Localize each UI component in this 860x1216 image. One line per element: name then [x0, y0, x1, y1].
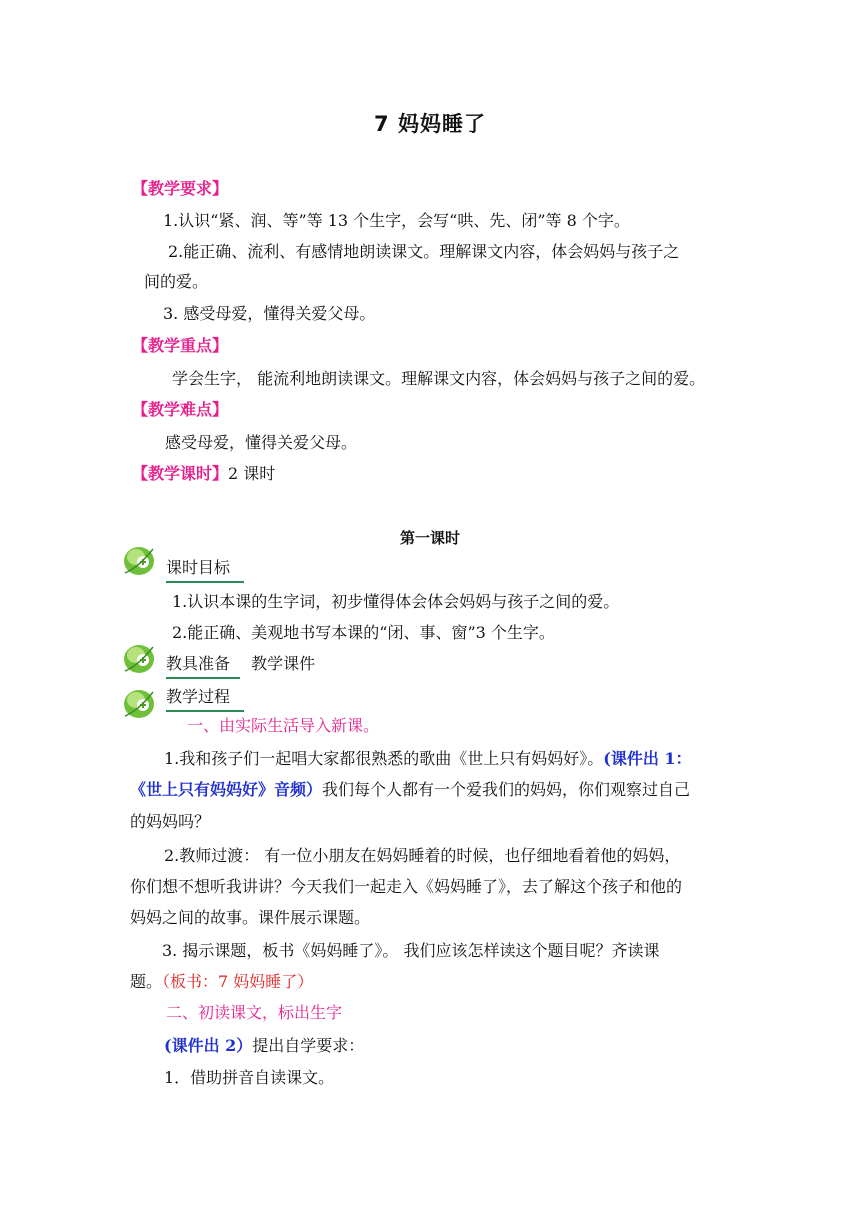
courseware-note: 《世上只有妈妈好》音频） [130, 780, 323, 799]
paragraph-text: 提出自学要求： [252, 1036, 365, 1055]
step2-heading: 二、初读课文，标出生字 [166, 1003, 343, 1022]
paragraph-line: 的妈妈吗？ [130, 812, 211, 831]
hours-heading: 【教学课时】 [132, 464, 229, 483]
leaf-bullet-icon [121, 686, 157, 720]
paragraph-line: 1．借助拼音自读课文。 [164, 1068, 335, 1087]
step1-heading: 一、由实际生活导入新课。 [187, 716, 380, 735]
hours-text: 2 课时 [228, 464, 276, 483]
requirement-item: 间的爱。 [144, 272, 209, 291]
courseware-note: (课件出 2） [164, 1036, 253, 1055]
requirement-item: 2.能正确、流利、有感情地朗读课文。理解课文内容，体会妈妈与孩子之 [168, 242, 680, 261]
paragraph-line: 你们想不想听我讲讲？今天我们一起走入《妈妈睡了》，去了解这个孩子和他的 [130, 877, 683, 896]
paragraph-text: 1.我和孩子们一起唱大家都很熟悉的歌曲《世上只有妈妈好》。 [164, 749, 604, 768]
page-title: 7 妈妈睡了 [374, 112, 486, 136]
focus-heading: 【教学重点】 [132, 336, 229, 355]
paragraph-line: 妈妈之间的故事。课件展示课题。 [130, 908, 371, 927]
board-note: （板书：7 妈妈睡了） [162, 972, 314, 991]
paragraph-text: 题。 [130, 972, 163, 991]
paragraph-text: 我们每个人都有一个爱我们的妈妈，你们观察过自己 [322, 780, 691, 799]
paragraph-line [130, 779, 690, 801]
paragraph-line [164, 748, 692, 770]
requirements-heading: 【教学要求】 [132, 179, 229, 198]
difficulty-heading: 【教学难点】 [132, 400, 229, 419]
process-section [166, 686, 244, 712]
lesson-title: 第一课时 [399, 529, 460, 547]
requirement-item: 1.认识“紧、润、等”等 13 个生字，会写“哄、先、闭”等 8 个字。 [163, 211, 630, 230]
goal-item: 1.认识本课的生字词，初步懂得体会体会妈妈与孩子之间的爱。 [172, 592, 620, 611]
paragraph-line: 3. 揭示课题，板书《妈妈睡了》。 我们应该怎样读这个题目呢？齐读课 [162, 941, 660, 960]
prep-label: 教具准备 [166, 653, 240, 679]
difficulty-text: 感受母爱，懂得关爱父母。 [165, 433, 358, 452]
process-label: 教学过程 [166, 686, 244, 712]
paragraph-line [130, 971, 313, 993]
prep-text: 教学课件 [251, 654, 316, 673]
focus-text: 学会生字， 能流利地朗读课文。理解课文内容，体会妈妈与孩子之间的爱。 [172, 369, 706, 388]
goals-section [166, 557, 244, 583]
prep-section [166, 653, 315, 679]
courseware-note: (课件出 1： [603, 749, 692, 768]
goals-label: 课时目标 [166, 557, 244, 583]
requirement-item: 3. 感受母爱，懂得关爱父母。 [163, 304, 376, 323]
hours-row [132, 463, 275, 485]
paragraph-line: 2.教师过渡： 有一位小朋友在妈妈睡着的时候，也仔细地看着他的妈妈， [164, 846, 681, 865]
leaf-bullet-icon [121, 641, 157, 675]
goal-item: 2.能正确、美观地书写本课的“闭、事、窗”3 个生字。 [172, 623, 555, 642]
leaf-bullet-icon [121, 543, 157, 577]
paragraph-line [164, 1035, 364, 1057]
